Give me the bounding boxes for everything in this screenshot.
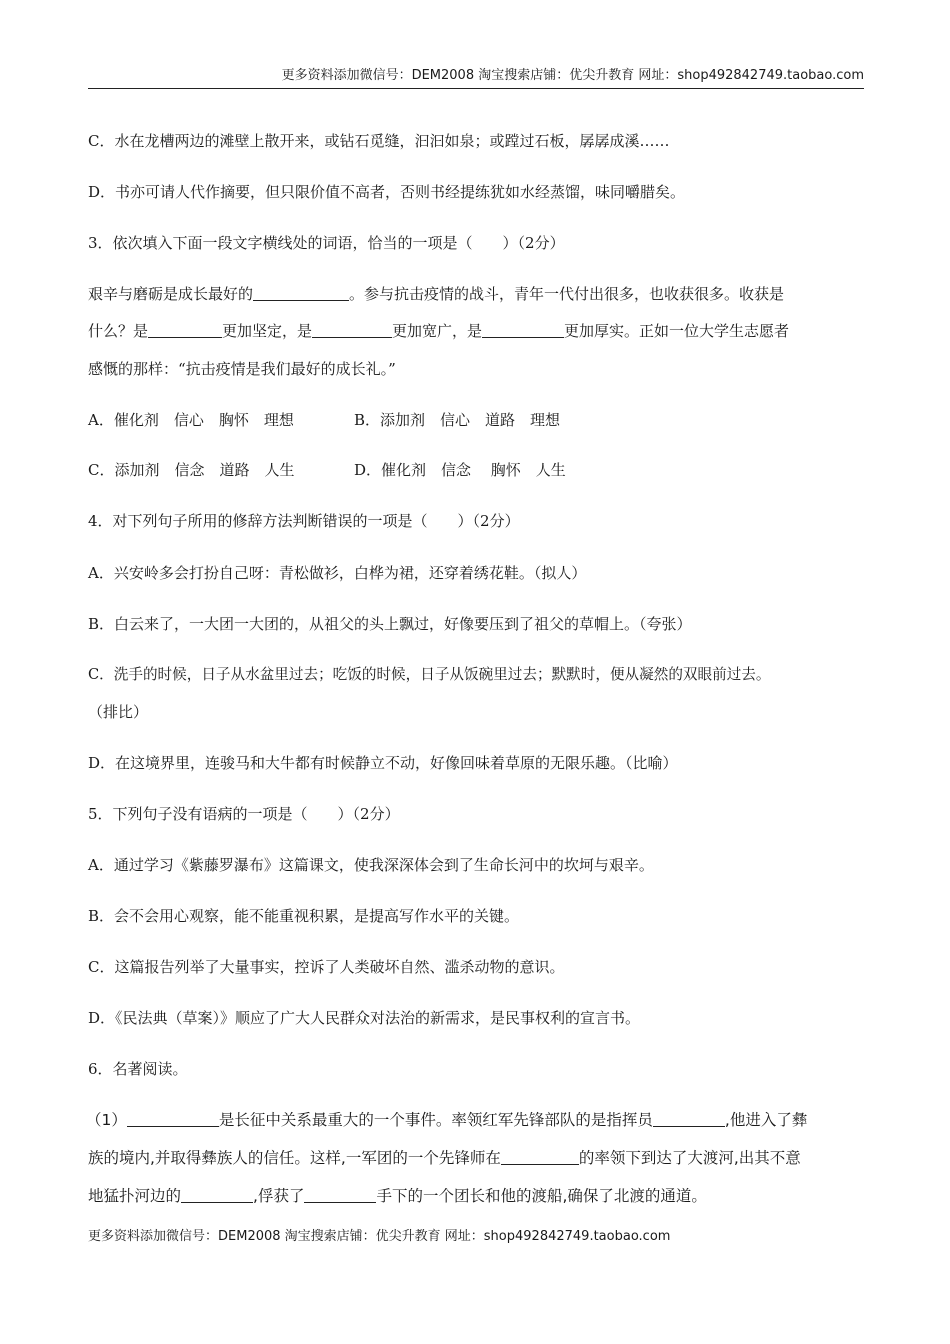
q3-passage-line-3: 感慨的那样：“抗击疫情是我们最好的成长礼。” — [88, 360, 396, 378]
q6-blank-3[interactable] — [501, 1148, 579, 1165]
q5-stem: 5．下列句子没有语病的一项是（ ）（2分） — [88, 805, 400, 823]
q6-line-2 — [88, 1147, 880, 1169]
q6-l2b: 的率领下到达了大渡河,出其不意 — [578, 1149, 801, 1167]
q4-option-c-line-2: （排比） — [88, 703, 149, 721]
q2-option-c: C．水在龙槽两边的滩壁上散开来，或钻石觅缝，汩汩如泉；或蹚过石板，孱孱成溪…… — [88, 132, 670, 150]
q6-line-1 — [86, 1109, 880, 1131]
q3-option-d: D．催化剂 信念 胸怀 人生 — [354, 461, 566, 479]
q3-blank-2[interactable] — [148, 321, 222, 338]
q5-option-b: B．会不会用心观察，能不能重视积累，是提高写作水平的关键。 — [88, 907, 520, 925]
q3-option-a: A．催化剂 信心 胸怀 理想 — [88, 411, 294, 429]
q6-blank-4[interactable] — [181, 1186, 253, 1203]
q6-l3c: 手下的一个团长和他的渡船,确保了北渡的通道。 — [376, 1187, 707, 1205]
q6-l1a: （1） — [86, 1111, 127, 1129]
q5-option-a: A．通过学习《紫藤罗瀑布》这篇课文，使我深深体会到了生命长河中的坎坷与艰辛。 — [88, 856, 654, 874]
q3-p2d: 更加厚实。正如一位大学生志愿者 — [564, 322, 790, 340]
q6-blank-1[interactable] — [127, 1110, 219, 1127]
q4-option-c-line-1: C．洗手的时候，日子从水盆里过去；吃饭的时候，日子从饭碗里过去；默默时，便从凝然的双眼前过去。 — [88, 666, 771, 683]
q3-option-c: C．添加剂 信念 道路 人生 — [88, 461, 295, 479]
q3-p1a: 艰辛与磨砺是成长最好的 — [88, 285, 254, 303]
q5-option-d: D．《民法典（草案）》顺应了广大人民群众对法治的新需求，是民事权利的宣言书。 — [88, 1009, 641, 1027]
q3-options-ab — [88, 409, 880, 431]
q6-l1b: 是长征中关系最重大的一个事件。率领红军先锋部队的是指挥员 — [218, 1111, 653, 1129]
q3-blank-1[interactable] — [253, 284, 349, 301]
q3-p2a: 什么？是 — [88, 322, 149, 340]
q3-p2b: 更加坚定，是 — [222, 322, 313, 340]
q6-blank-5[interactable] — [304, 1186, 376, 1203]
q6-l3a: 地猛扑河边的 — [88, 1187, 182, 1205]
q3-passage-line-1 — [88, 283, 880, 305]
q6-blank-2[interactable] — [653, 1110, 725, 1127]
q3-options-cd — [88, 459, 880, 481]
q4-option-b: B．白云来了，一大团一大团的，从祖父的头上飘过，好像要压到了祖父的草帽上。（夸张） — [88, 615, 692, 633]
q3-blank-4[interactable] — [482, 321, 564, 338]
q6-line-3 — [88, 1185, 880, 1207]
q4-option-a: A．兴安岭多会打扮自己呀：青松做衫，白桦为裙，还穿着绣花鞋。（拟人） — [88, 564, 587, 582]
q5-option-c: C．这篇报告列举了大量事实，控诉了人类破坏自然、滥杀动物的意识。 — [88, 958, 565, 976]
q2-option-d: D．书亦可请人代作摘要，但只限价值不高者，否则书经提练犹如水经蒸馏，味同嚼腊矣。 — [88, 183, 686, 201]
q3-stem: 3．依次填入下面一段文字横线处的词语，恰当的一项是（ ）（2分） — [88, 234, 565, 252]
q3-p2c: 更加宽广，是 — [392, 322, 483, 340]
q6-l2a: 族的境内,并取得彝族人的信任。这样,一军团的一个先锋师在 — [88, 1149, 501, 1167]
q3-blank-3[interactable] — [312, 321, 392, 338]
q6-l3b: ,俘获了 — [253, 1187, 305, 1205]
q6-stem: 6．名著阅读。 — [88, 1060, 188, 1078]
q6-l1c: ,他进入了彝 — [724, 1111, 808, 1129]
q3-option-b: B．添加剂 信心 道路 理想 — [354, 411, 561, 429]
page-footer: 更多资料添加微信号：DEM2008 淘宝搜索店铺：优尖升教育 网址：shop492842749.taobao.com — [88, 1229, 671, 1244]
q4-stem: 4．对下列句子所用的修辞方法判断错误的一项是（ ）（2分） — [88, 512, 520, 530]
page-header: 更多资料添加微信号：DEM2008 淘宝搜索店铺：优尖升教育 网址：shop492842749.taobao.com — [88, 66, 864, 89]
q3-p1b: 。参与抗击疫情的战斗，青年一代付出很多，也收获很多。收获是 — [349, 285, 785, 303]
q3-passage-line-2 — [88, 320, 880, 342]
q4-option-d: D．在这境界里，连骏马和大牛都有时候静立不动，好像回味着草原的无限乐趣。（比喻） — [88, 754, 678, 772]
